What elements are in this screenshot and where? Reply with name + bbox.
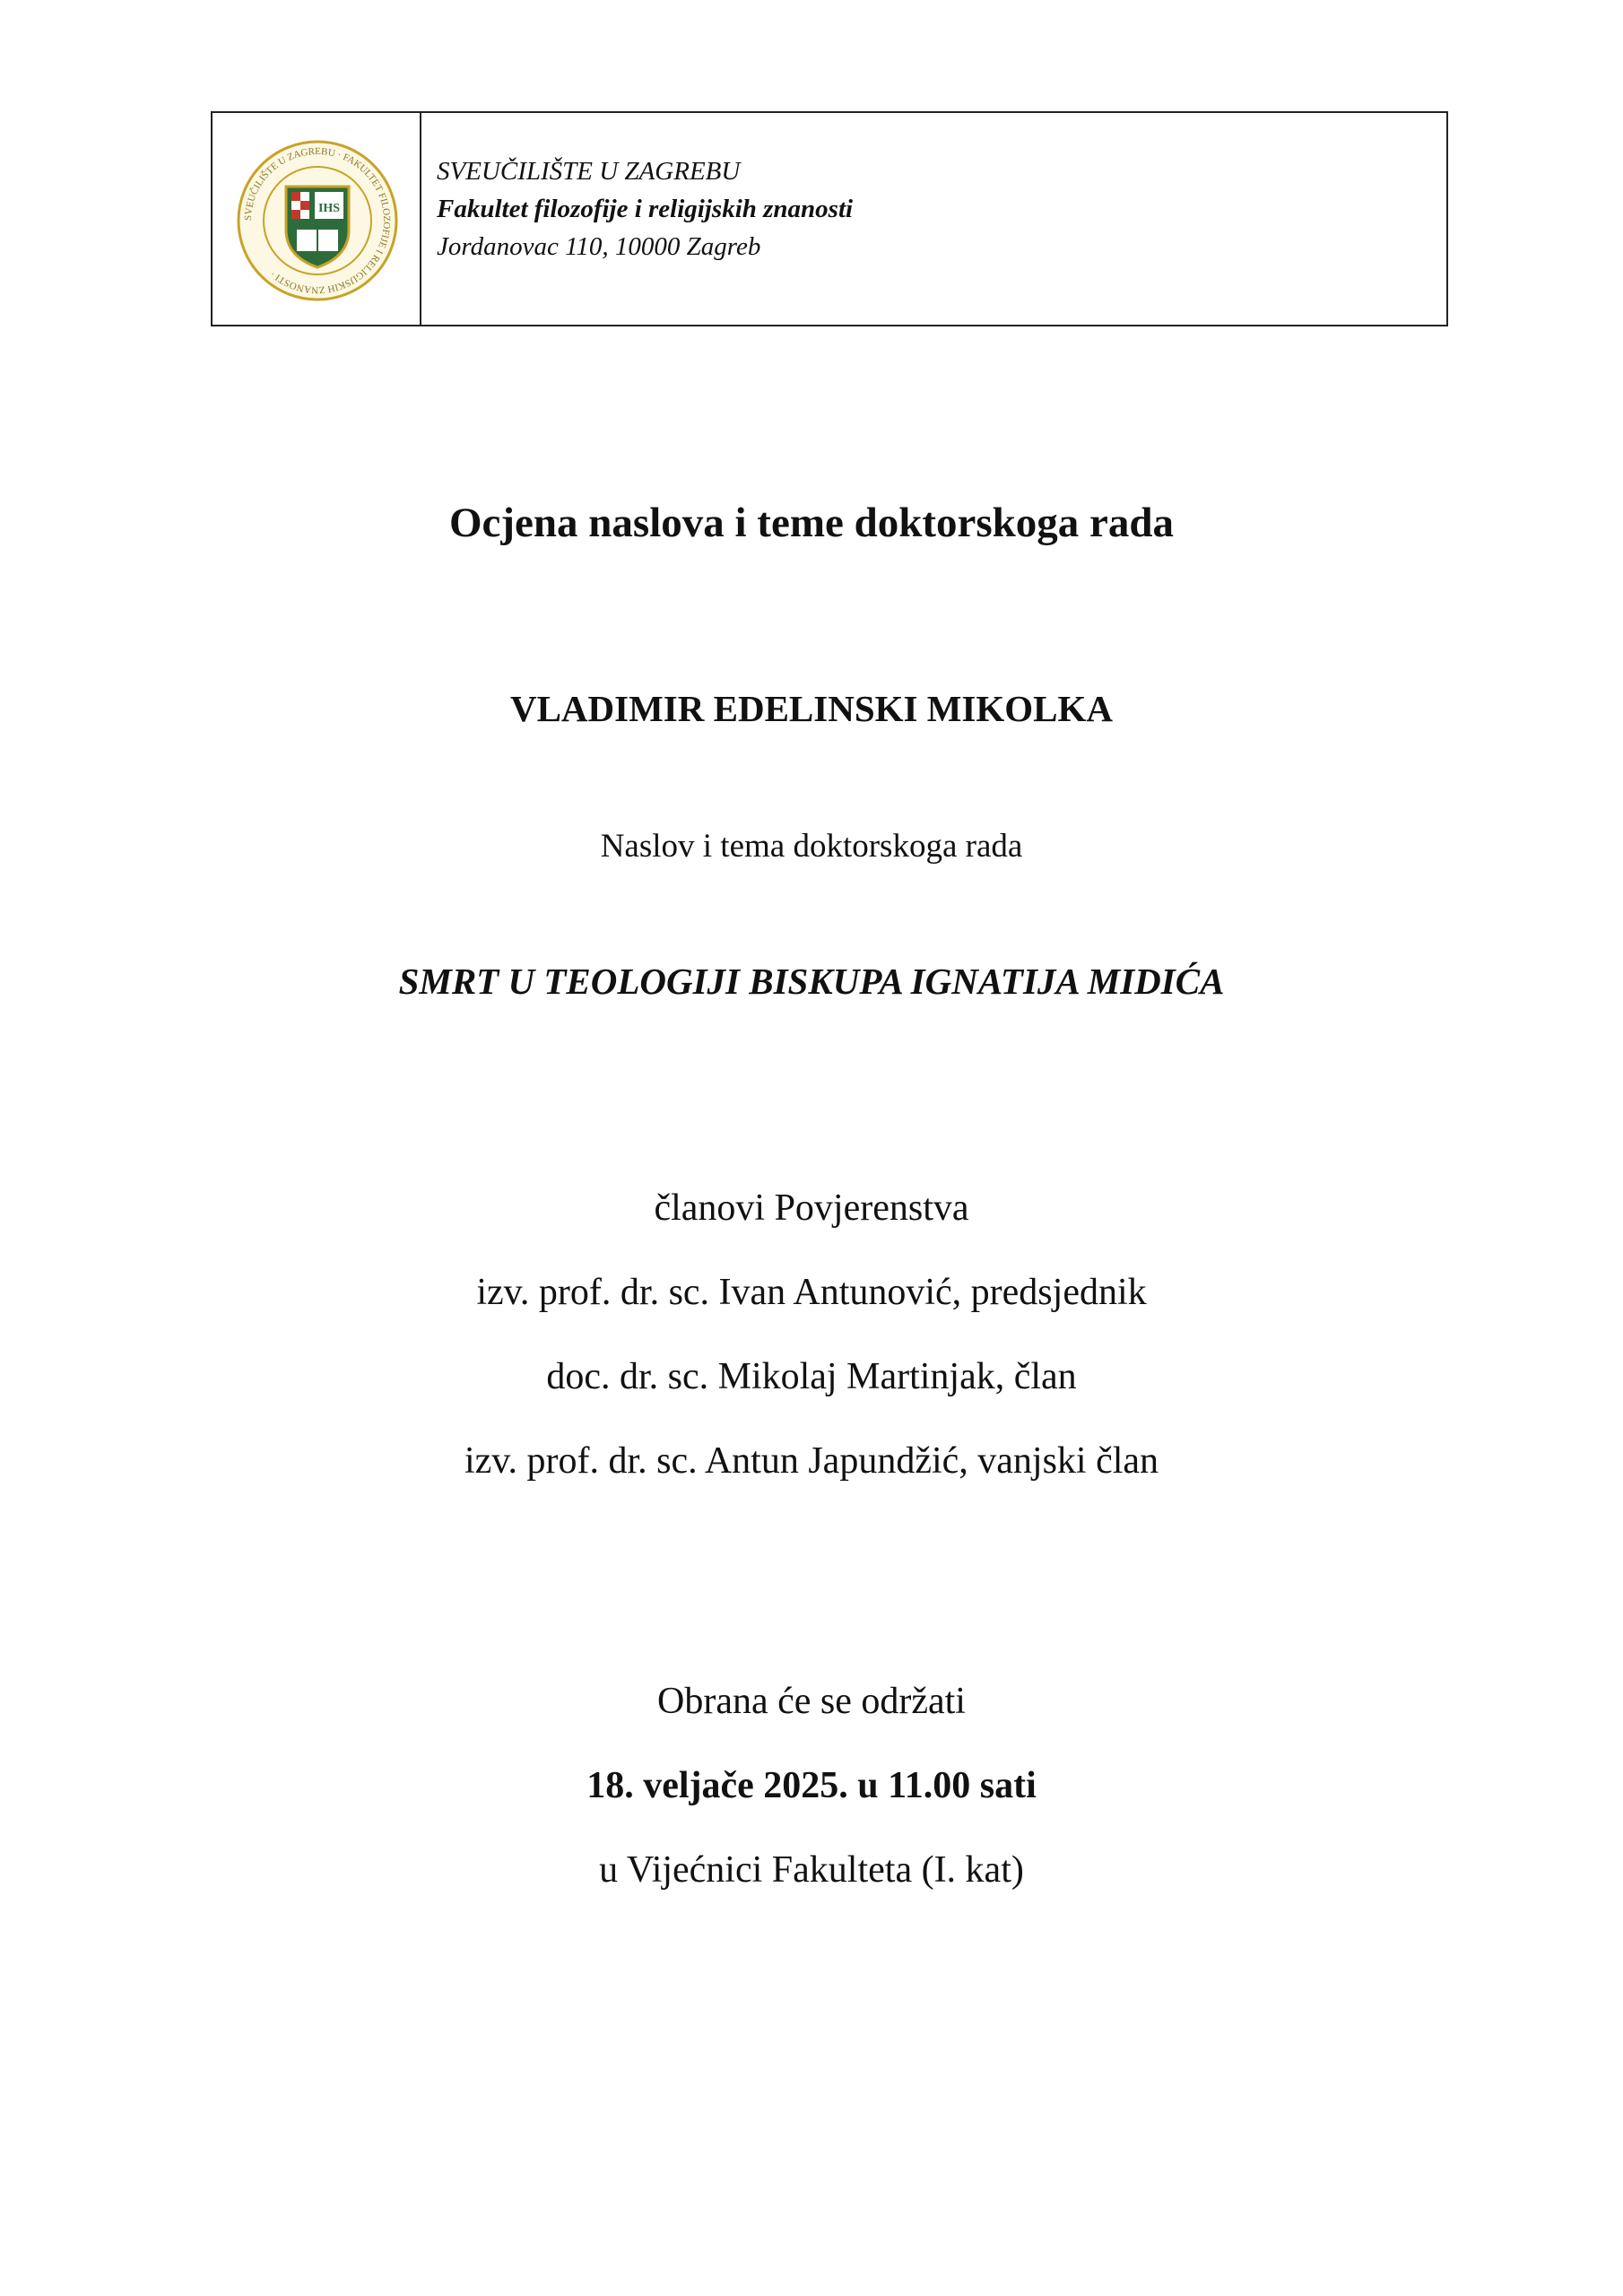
svg-text:IHS: IHS	[317, 202, 341, 215]
thesis-label: Naslov i tema doktorskoga rada	[600, 828, 1023, 865]
faculty-seal-icon	[232, 131, 403, 310]
candidate-name: VLADIMIR EDELINSKI MIKOLKA	[509, 688, 1114, 729]
header-text	[437, 152, 853, 265]
defense-date: 18. veljače 2025. u 11.00 sati	[586, 1765, 1037, 1806]
defense-location: u Vijećnici Fakulteta (I. kat)	[599, 1849, 1024, 1891]
seal-text: SVEUČILIŠTE U ZAGREBU · FAKULTET FILOZOFIJE I RELIGIJSKIH ZNANOSTI ·	[242, 145, 393, 296]
committee-member: doc. dr. sc. Mikolaj Martinjak, član	[546, 1356, 1077, 1397]
logo-cell	[213, 113, 421, 325]
committee-section	[0, 1166, 1623, 1503]
university-name: SVEUČILIŠTE U ZAGREBU	[437, 157, 741, 186]
defense-intro: Obrana će se održati	[657, 1681, 966, 1722]
committee-member: izv. prof. dr. sc. Antun Japundžić, vanjski član	[464, 1440, 1159, 1482]
faculty-address: Jordanovac 110, 10000 Zagreb	[437, 232, 761, 261]
document-title: Ocjena naslova i teme doktorskoga rada	[448, 500, 1175, 546]
header-box	[211, 111, 1448, 326]
committee-member: izv. prof. dr. sc. Ivan Antunović, predsjednik	[476, 1272, 1147, 1313]
thesis-title: SMRT U TEOLOGIJI BISKUPA IGNATIJA MIDIĆA	[398, 961, 1225, 1002]
defense-section	[0, 1659, 1623, 1912]
faculty-name: Fakultet filozofije i religijskih znanosti	[437, 195, 854, 223]
committee-heading: članovi Povjerenstva	[654, 1187, 969, 1229]
